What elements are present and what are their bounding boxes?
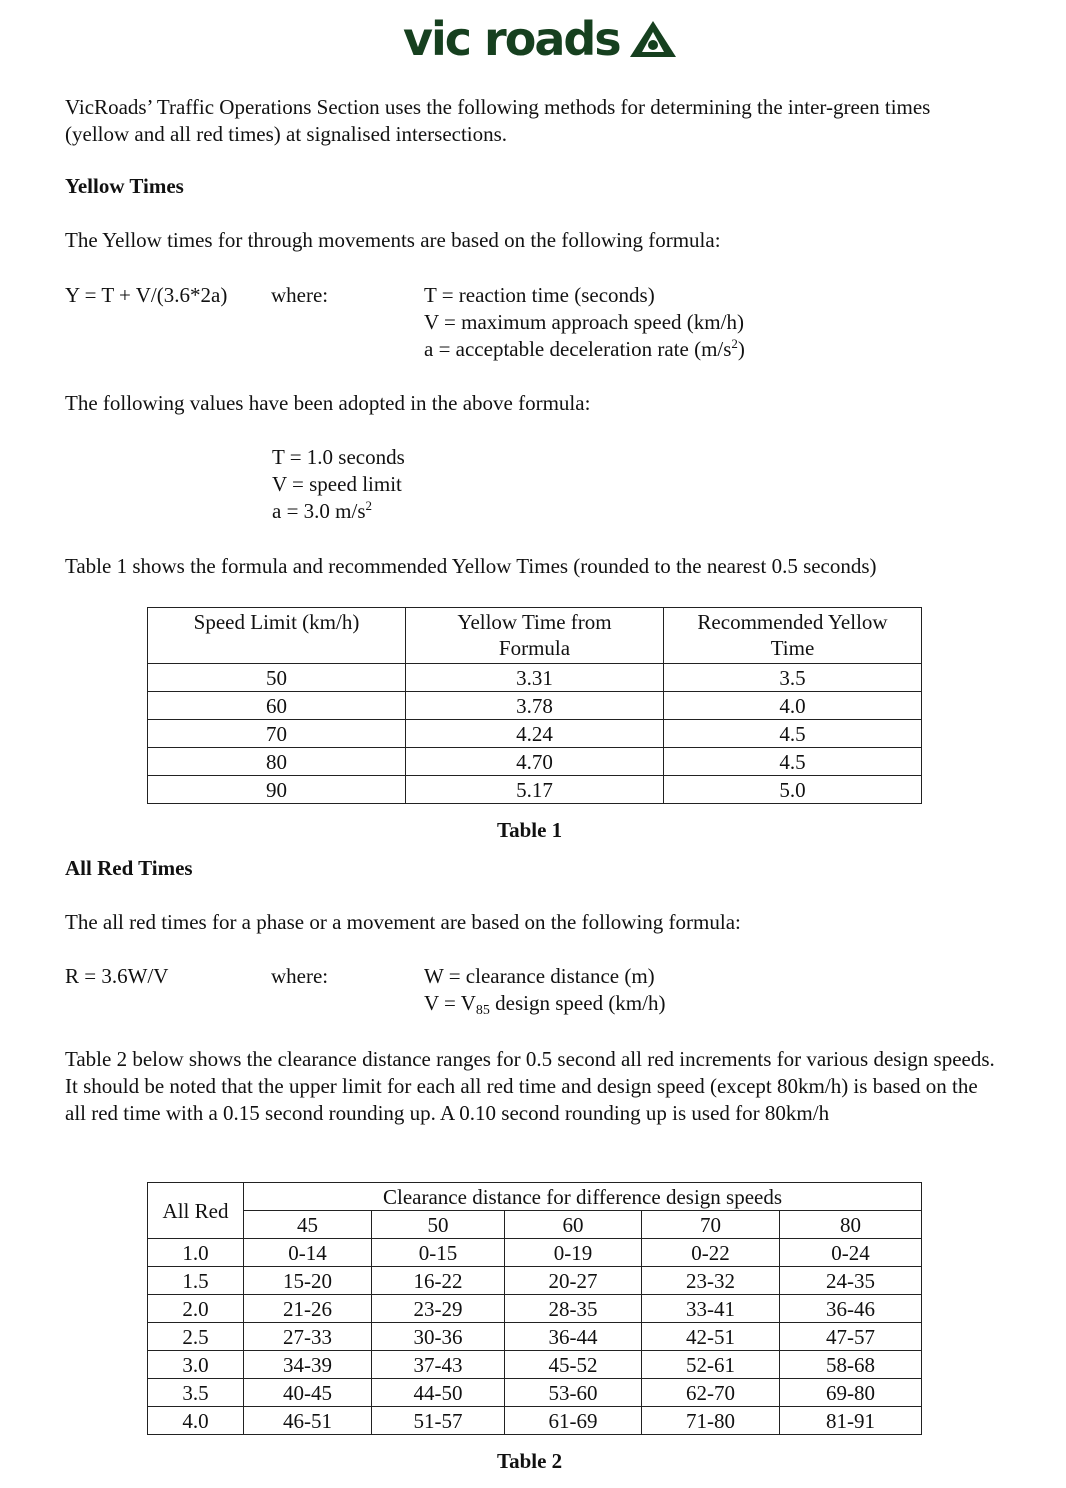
table-cell: 4.0 — [664, 692, 922, 720]
table2-caption: Table 2 — [497, 1449, 563, 1473]
allred-var-v-text: V = V — [424, 991, 476, 1015]
all-red-times-table — [147, 1182, 922, 1435]
section-heading-all-red: All Red Times — [65, 856, 193, 880]
yellow-times-table — [147, 607, 922, 804]
allred-var-v — [424, 991, 666, 1018]
table-cell: 46-51 — [244, 1407, 372, 1435]
table-cell: 50 — [148, 664, 406, 692]
adopted-value-v: V = speed limit — [272, 472, 402, 496]
table-cell: 4.5 — [664, 748, 922, 776]
table-cell: 1.5 — [148, 1267, 244, 1295]
table2-intro: Table 2 below shows the clearance distance ranges for 0.5 second all red increments for various design speeds. It should be noted that the upper limit for each all red time and design speed (except 80km/h) is based on the all red time with a 0.15 second rounding up. A 0.10 second rounding up is used for 80km/h — [65, 1047, 995, 1125]
yellow-var-a-close: ) — [737, 337, 745, 361]
table-cell: 5.17 — [406, 776, 664, 804]
table-cell: 58-68 — [780, 1351, 922, 1379]
table-cell: 23-32 — [642, 1267, 780, 1295]
table-cell: 34-39 — [244, 1351, 372, 1379]
table-cell: 61-69 — [505, 1407, 642, 1435]
table-header-row — [148, 1211, 922, 1239]
yellow-var-a-text: a = acceptable deceleration rate (m/s — [424, 337, 732, 361]
vicroads-logo — [403, 14, 678, 64]
table-cell: 3.78 — [406, 692, 664, 720]
table-cell: 27-33 — [244, 1323, 372, 1351]
table-cell: 47-57 — [780, 1323, 922, 1351]
yellow-var-t: T = reaction time (seconds) — [424, 283, 655, 307]
table-cell: 62-70 — [642, 1379, 780, 1407]
table-row — [148, 664, 922, 692]
table-header-cell: Recommended Yellow Time — [664, 608, 922, 664]
table-cell: 37-43 — [372, 1351, 505, 1379]
table-speed-header: 70 — [642, 1211, 780, 1239]
table-cell: 0-19 — [505, 1239, 642, 1267]
table-row — [148, 1295, 922, 1323]
adopted-value-a — [272, 498, 373, 523]
section-heading-yellow: Yellow Times — [65, 174, 184, 198]
table-row — [148, 748, 922, 776]
table1-caption: Table 1 — [497, 818, 563, 842]
table-cell: 3.5 — [148, 1379, 244, 1407]
table-cell: 4.0 — [148, 1407, 244, 1435]
table-cell: 30-36 — [372, 1323, 505, 1351]
table-cell: 80 — [148, 748, 406, 776]
table-cell: 0-22 — [642, 1239, 780, 1267]
table-row — [148, 1239, 922, 1267]
table-cell: 28-35 — [505, 1295, 642, 1323]
allred-formula-intro: The all red times for a phase or a movement are based on the following formula: — [65, 910, 741, 934]
table-cell: 21-26 — [244, 1295, 372, 1323]
yellow-var-a-exponent: 2 — [731, 336, 738, 351]
allred-where-label: where: — [271, 964, 329, 988]
table-cell: 24-35 — [780, 1267, 922, 1295]
intro-paragraph: VicRoads’ Traffic Operations Section uses the following methods for determining the inter-green times (yellow and all red times) at signalised intersections. — [65, 95, 931, 146]
yellow-formula-intro: The Yellow times for through movements are based on the following formula: — [65, 228, 721, 252]
table-cell: 0-15 — [372, 1239, 505, 1267]
table-cell: 69-80 — [780, 1379, 922, 1407]
adopted-value-t: T = 1.0 seconds — [272, 445, 405, 469]
allred-var-w: W = clearance distance (m) — [424, 964, 655, 988]
table-group-header: Clearance distance for difference design speeds — [244, 1183, 922, 1211]
table-cell: 33-41 — [642, 1295, 780, 1323]
table-cell: 71-80 — [642, 1407, 780, 1435]
logo-text: vic roads — [403, 12, 620, 66]
vicroads-triangle-logo-icon — [628, 19, 678, 59]
table-cell: 42-51 — [642, 1323, 780, 1351]
table-row — [148, 692, 922, 720]
table-header-cell: Speed Limit (km/h) — [148, 608, 406, 664]
yellow-var-a — [424, 336, 745, 361]
table-cell: 16-22 — [372, 1267, 505, 1295]
yellow-var-v: V = maximum approach speed (km/h) — [424, 310, 744, 334]
table-cell: 20-27 — [505, 1267, 642, 1295]
table-speed-header: 60 — [505, 1211, 642, 1239]
table-row — [148, 1267, 922, 1295]
table-cell: 45-52 — [505, 1351, 642, 1379]
table-speed-header: 45 — [244, 1211, 372, 1239]
table-cell: 2.5 — [148, 1323, 244, 1351]
table-cell: 4.5 — [664, 720, 922, 748]
table1-intro: Table 1 shows the formula and recommended Yellow Times (rounded to the nearest 0.5 seconds) — [65, 554, 877, 578]
yellow-formula: Y = T + V/(3.6*2a) — [65, 283, 228, 307]
table-cell: 40-45 — [244, 1379, 372, 1407]
table-cell: 81-91 — [780, 1407, 922, 1435]
table-cell: 1.0 — [148, 1239, 244, 1267]
table-cell: 70 — [148, 720, 406, 748]
table-row — [148, 776, 922, 804]
yellow-where-label: where: — [271, 283, 329, 307]
table-header-row — [148, 1183, 922, 1211]
allred-var-v-suffix: design speed (km/h) — [489, 991, 666, 1015]
adopted-value-a-text: a = 3.0 m/s — [272, 499, 366, 523]
table-cell: 3.0 — [148, 1351, 244, 1379]
table-cell: 4.70 — [406, 748, 664, 776]
table-row — [148, 1379, 922, 1407]
table-cell: 44-50 — [372, 1379, 505, 1407]
adopted-value-a-exponent: 2 — [365, 498, 373, 513]
table-row — [148, 1323, 922, 1351]
allred-formula: R = 3.6W/V — [65, 964, 169, 988]
table-row — [148, 1407, 922, 1435]
table-cell: 53-60 — [505, 1379, 642, 1407]
table-cell: 90 — [148, 776, 406, 804]
table-cell: 0-24 — [780, 1239, 922, 1267]
table-cell: 52-61 — [642, 1351, 780, 1379]
table-row — [148, 720, 922, 748]
allred-var-v-subscript: 85 — [475, 1003, 490, 1018]
table-cell: 36-44 — [505, 1323, 642, 1351]
table-cell: 4.24 — [406, 720, 664, 748]
table-cell: 3.5 — [664, 664, 922, 692]
table-cell: 51-57 — [372, 1407, 505, 1435]
adopted-values-intro: The following values have been adopted in the above formula: — [65, 391, 591, 415]
table-speed-header: 50 — [372, 1211, 505, 1239]
table-cell: 5.0 — [664, 776, 922, 804]
table-cell: 23-29 — [372, 1295, 505, 1323]
table-cell: 15-20 — [244, 1267, 372, 1295]
table-corner-header: All Red — [148, 1183, 244, 1239]
table-cell: 36-46 — [780, 1295, 922, 1323]
table-cell: 0-14 — [244, 1239, 372, 1267]
table-header-row — [148, 608, 922, 664]
table-header-cell: Yellow Time from Formula — [406, 608, 664, 664]
table-cell: 3.31 — [406, 664, 664, 692]
table-speed-header: 80 — [780, 1211, 922, 1239]
table-cell: 60 — [148, 692, 406, 720]
table-row — [148, 1351, 922, 1379]
table-cell: 2.0 — [148, 1295, 244, 1323]
